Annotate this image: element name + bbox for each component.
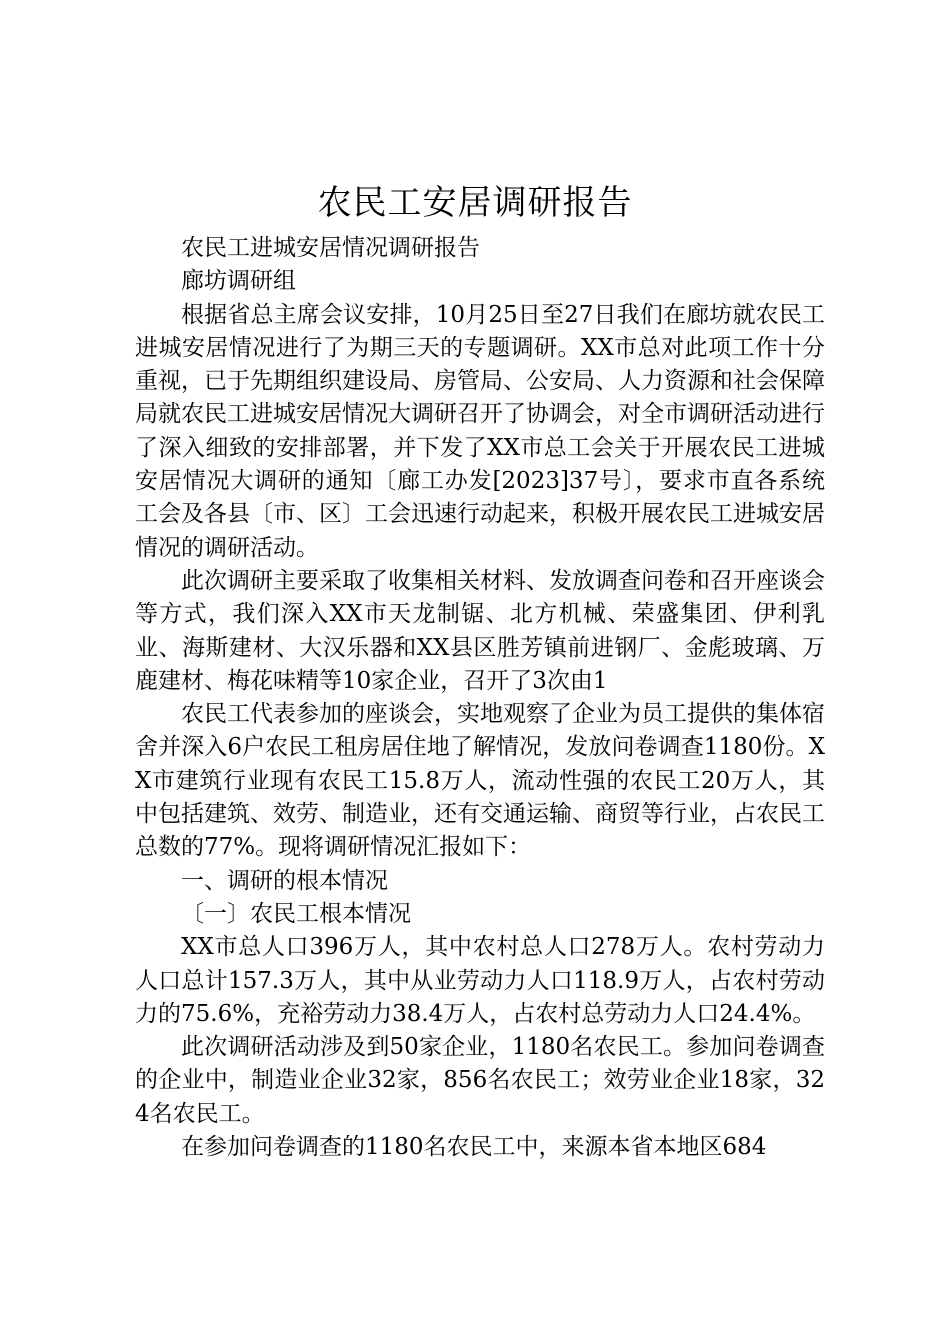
body-paragraph: 此次调研主要采取了收集相关材料、发放调查问卷和召开座谈会等方式，我们深入XX市天龙制锯、北方机械、荣盛集团、伊利乳业、海斯建材、大汉乐器和XX县区胜芳镇前进钢厂、金彪玻璃、万鹿建材、梅花味精等10家企业，召开了3次由1	[135, 567, 825, 694]
author-paragraph: 廊坊调研组	[181, 268, 296, 295]
subtitle-paragraph: 农民工进城安居情况调研报告	[181, 235, 480, 261]
document-body	[135, 232, 825, 1164]
body-paragraph: 此次调研活动涉及到50家企业，1180名农民工。参加问卷调查的企业中，制造业企业32家，856名农民工；效劳业企业18家，324名农民工。	[135, 1034, 825, 1127]
body-paragraph: XX市总人口396万人，其中农村总人口278万人。农村劳动力人口总计157.3万人，其中从业劳动力人口118.9万人，占农村劳动力的75.6%，充裕劳动力38.4万人，占农村总劳动力人口24.4%。	[135, 934, 825, 1027]
document-title: 农民工安居调研报告	[317, 183, 633, 223]
subsection-heading: 〔一〕农民工根本情况	[181, 900, 411, 927]
section-heading: 一、调研的根本情况	[181, 867, 388, 894]
body-paragraph: 在参加问卷调查的1180名农民工中，来源本省本地区684	[181, 1134, 767, 1161]
body-paragraph: 农民工代表参加的座谈会，实地观察了企业为员工提供的集体宿舍并深入6户农民工租房居住地了解情况，发放问卷调查1180份。XX市建筑行业现有农民工15.8万人，流动性强的农民工20万人，其中包括建筑、效劳、制造业，还有交通运输、商贸等行业，占农民工总数的77%。现将调研情况汇报如下：	[135, 701, 825, 861]
body-paragraph: 根据省总主席会议安排，10月25日至27日我们在廊坊就农民工进城安居情况进行了为期三天的专题调研。XX市总对此项工作十分重视，已于先期组织建设局、房管局、公安局、人力资源和社会保障局就农民工进城安居情况大调研召开了协调会，对全市调研活动进行了深入细致的安排部署，并下发了XX市总工会关于开展农民工进城安居情况大调研的通知〔廊工办发[2023]37号〕，要求市直各系统工会及各县〔市、区〕工会迅速行动起来，积极开展农民工进城安居情况的调研活动。	[135, 301, 825, 561]
